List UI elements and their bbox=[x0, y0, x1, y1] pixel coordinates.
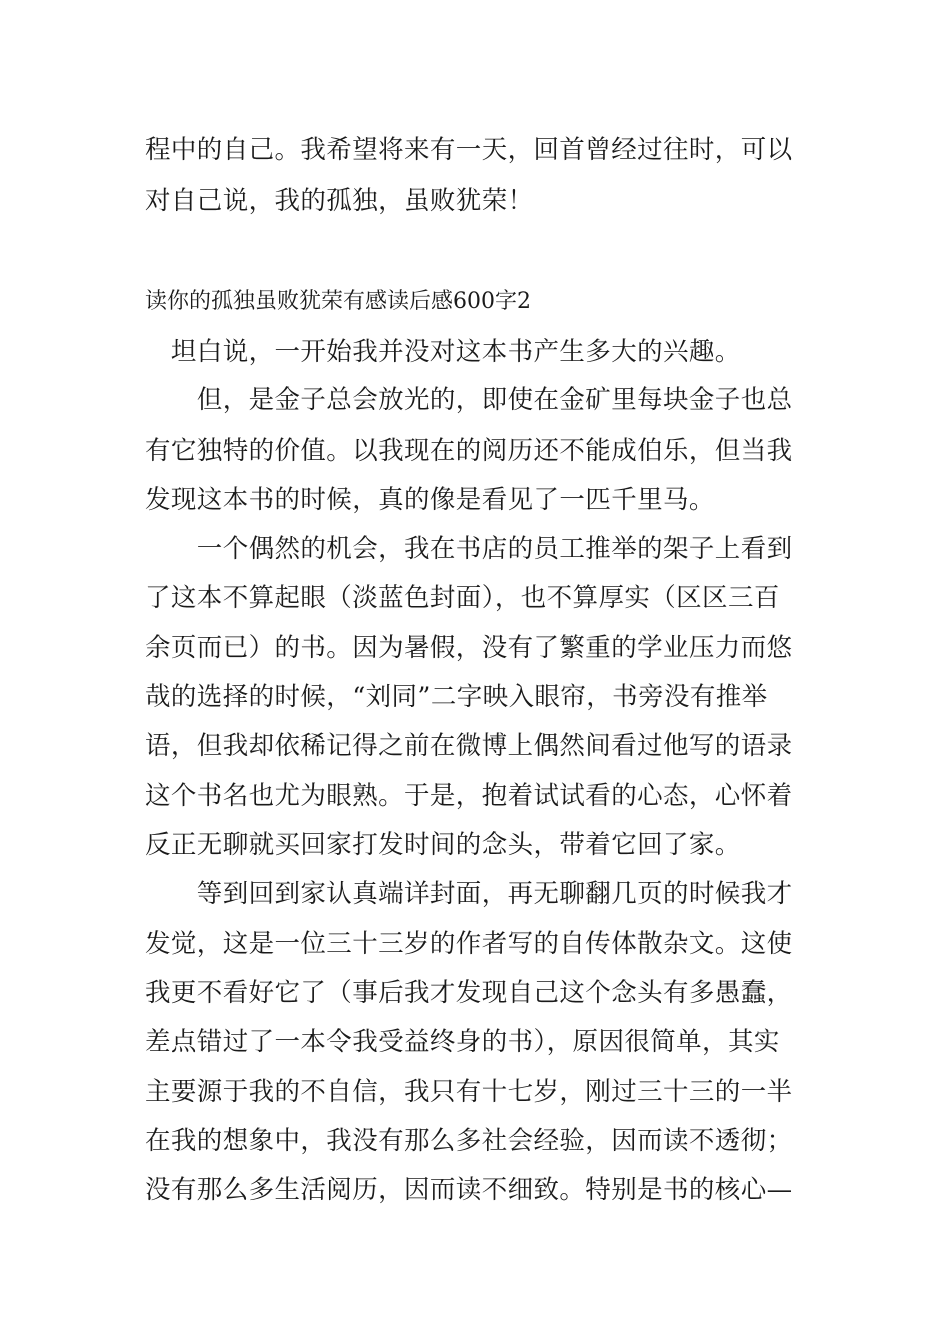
text-line: 一个偶然的机会，我在书店的员工推举的架子上看到 bbox=[145, 534, 793, 564]
text-line: 这个书名也尤为眼熟。于是，抱着试试看的心态，心怀着 bbox=[145, 781, 793, 811]
text-line: 在我的想象中，我没有那么多社会经验，因而读不透彻； bbox=[145, 1126, 793, 1156]
text-line: 有它独特的价值。以我现在的阅历还不能成伯乐，但当我 bbox=[145, 436, 793, 466]
text-line: 了这本不算起眼（淡蓝色封面），也不算厚实（区区三百 bbox=[145, 583, 780, 613]
text-line: 主要源于我的不自信，我只有十七岁，刚过三十三的一半 bbox=[145, 1077, 793, 1107]
text-line: 发觉，这是一位三十三岁的作者写的自传体散杂文。这使 bbox=[145, 929, 793, 959]
text-line: 哉的选择的时候，“刘同”二字映入眼帘，书旁没有推举 bbox=[145, 682, 768, 712]
text-line: 发现这本书的时候，真的像是看见了一匹千里马。 bbox=[145, 485, 715, 515]
section-title: 读你的孤独虽败犹荣有感读后感600字2 bbox=[145, 289, 531, 314]
text-line: 反正无聊就买回家打发时间的念头，带着它回了家。 bbox=[145, 830, 741, 860]
text-line: 余页而已）的书。因为暑假，没有了繁重的学业压力而悠 bbox=[145, 633, 793, 663]
text-line: 等到回到家认真端详封面，再无聊翻几页的时候我才 bbox=[145, 879, 793, 909]
text-line: 坦白说，一开始我并没对这本书产生多大的兴趣。 bbox=[145, 337, 741, 367]
text-line: 但，是金子总会放光的，即使在金矿里每块金子也总 bbox=[145, 385, 793, 415]
text-line: 对自己说，我的孤独，虽败犹荣！ bbox=[145, 186, 534, 216]
text-line: 语，但我却依稀记得之前在微博上偶然间看过他写的语录 bbox=[145, 731, 793, 761]
text-line: 程中的自己。我希望将来有一天，回首曾经过往时，可以 bbox=[145, 135, 793, 165]
text-line: 差点错过了一本令我受益终身的书），原因很简单，其实 bbox=[145, 1027, 780, 1057]
text-line: 我更不看好它了（事后我才发现自己这个念头有多愚蠢， bbox=[145, 978, 793, 1008]
text-line: 没有那么多生活阅历，因而读不细致。特别是书的核心— bbox=[145, 1175, 793, 1205]
